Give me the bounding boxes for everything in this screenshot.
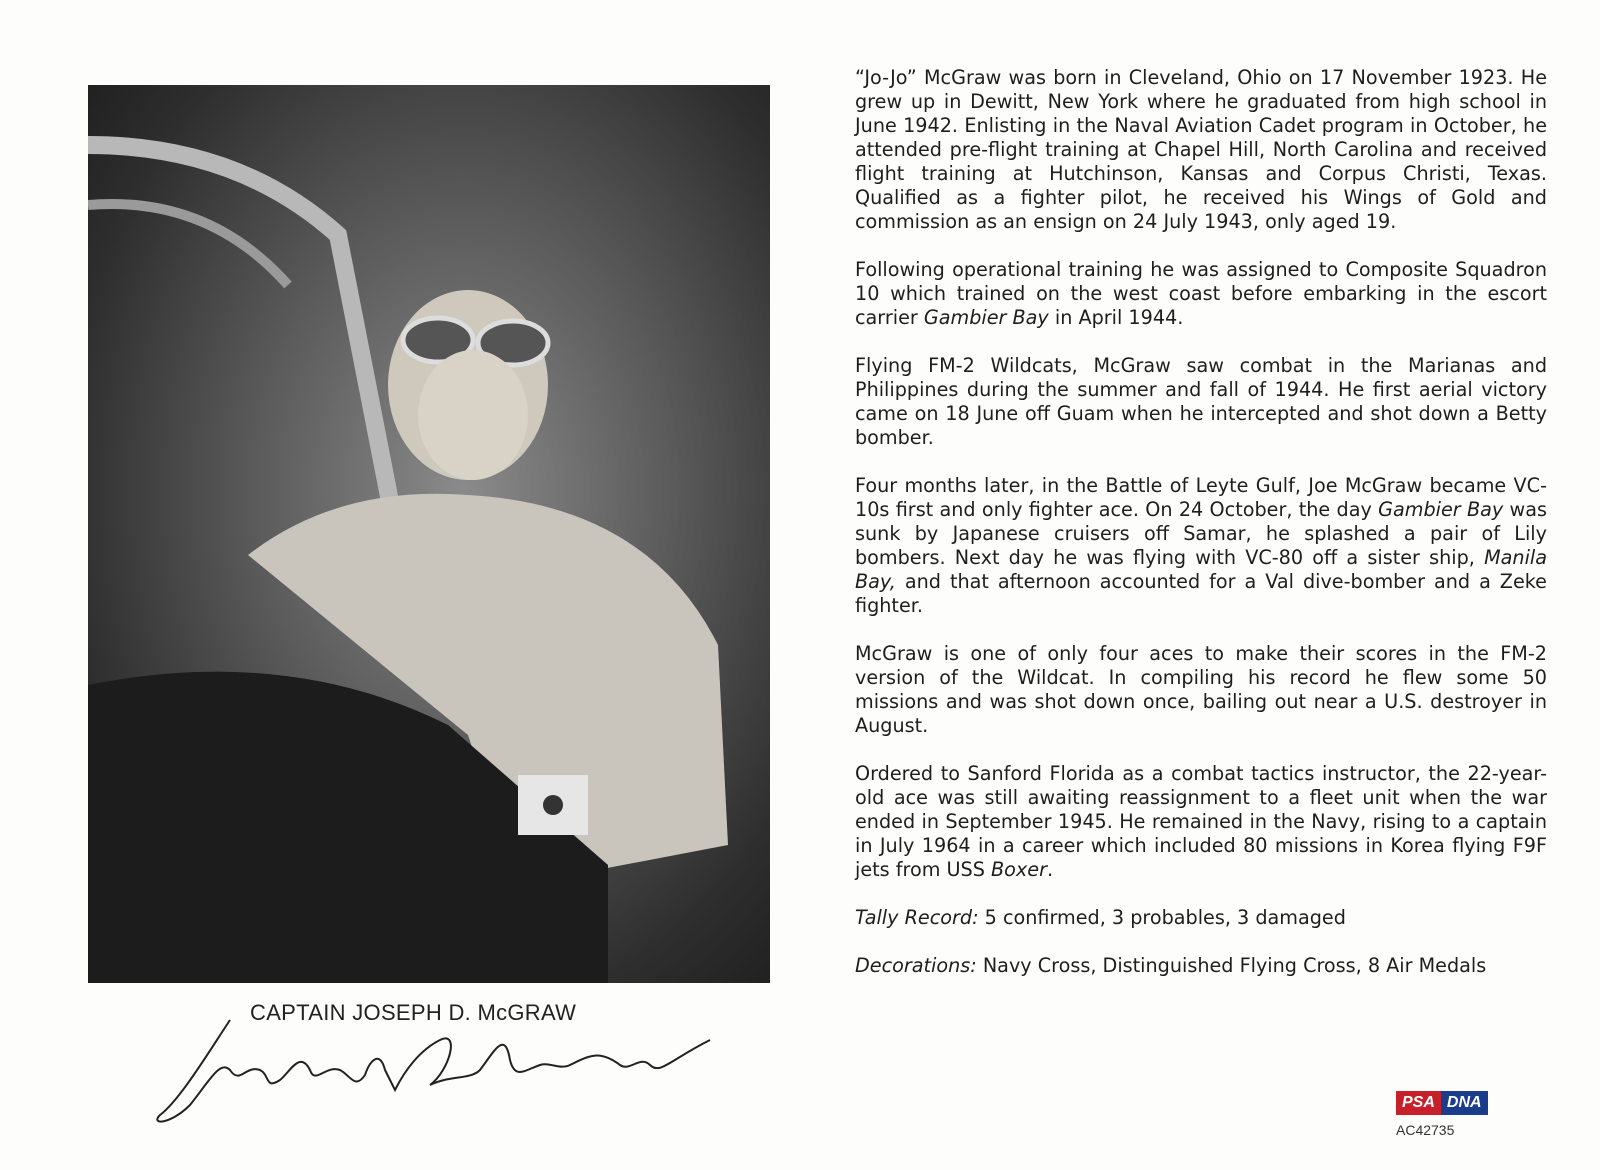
decorations-label: Decorations: [855, 954, 977, 977]
bio-text: Following operational training he was assigned to Composite Squadron 10 which trained on the west coast before embarking in the escort carrier [855, 258, 1547, 329]
biography [855, 66, 1547, 978]
ship-name: Boxer [991, 858, 1047, 881]
dna-mark: DNA [1441, 1091, 1488, 1115]
bio-text: Four months later, in the Battle of Leyte Gulf, Joe McGraw became VC-10s first and only fighter ace. On 24 October, the day [855, 474, 1547, 521]
bio-paragraph: “Jo-Jo” McGraw was born in Cleveland, Ohio on 17 November 1923. He grew up in Dewitt, New York where he graduated from high school in June 1942. Enlisting in the Naval Aviation Cadet program in October, he attended pre-flight training at Chapel Hill, North Carolina and received flight training at Hutchinson, Kansas and Corpus Christi, Texas. Qualified as a fighter pilot, he received his Wings of Gold and commission as an ensign on 24 July 1943, only aged 19. [855, 66, 1547, 233]
bio-paragraph: Flying FM-2 Wildcats, McGraw saw combat in the Marianas and Philippines during the summer and fall of 1944. He first aerial victory came on 18 June off Guam when he intercepted and shot down a Betty bomber. [855, 354, 1547, 449]
bio-text: . [1046, 858, 1054, 881]
bio-text: and that afternoon accounted for a Val dive-bomber and a Zeke fighter. [855, 570, 1547, 617]
decorations-value: Navy Cross, Distinguished Flying Cross, 8 Air Medals [976, 954, 1487, 977]
psa-mark: PSA [1396, 1091, 1441, 1115]
bio-paragraph: McGraw is one of only four aces to make their scores in the FM-2 version of the Wildcat. In compiling his record he flew some 50 missions and was shot down once, bailing out near a U.S. destroyer in August. [855, 642, 1547, 737]
photo-caption: CAPTAIN JOSEPH D. McGRAW [250, 1000, 577, 1025]
psa-dna-logo [1396, 1091, 1496, 1115]
decorations [855, 954, 1547, 978]
bio-paragraph [855, 258, 1547, 330]
tally-record [855, 906, 1547, 930]
bio-paragraph [855, 474, 1547, 618]
bio-text: in April 1944. [1048, 306, 1184, 329]
bio-text: was sunk by Japanese cruisers off Samar, he splashed a pair of Lily bombers. Next day he was flying with VC-80 off a sister ship, [855, 498, 1548, 569]
pilot-in-cockpit-icon [88, 85, 770, 983]
tally-label: Tally Record: [855, 906, 979, 929]
certificate-number: AC42735 [1396, 1122, 1455, 1138]
handwritten-signature [150, 1010, 730, 1130]
bio-paragraph [855, 762, 1547, 882]
tally-value: 5 confirmed, 3 probables, 3 damaged [978, 906, 1346, 929]
ship-name: Gambier Bay [923, 306, 1049, 329]
pilot-photo [88, 85, 770, 983]
ship-name: Manila Bay, [855, 546, 1547, 593]
bio-text: Ordered to Sanford Florida as a combat tactics instructor, the 22-year-old ace was still awaiting reassignment to a fleet unit when the war ended in September 1945. He remained in the Navy, rising to a captain in July 1964 in a career which included 80 missions in Korea flying F9F jets from USS [855, 762, 1547, 881]
ship-name: Gambier Bay [1378, 498, 1504, 521]
